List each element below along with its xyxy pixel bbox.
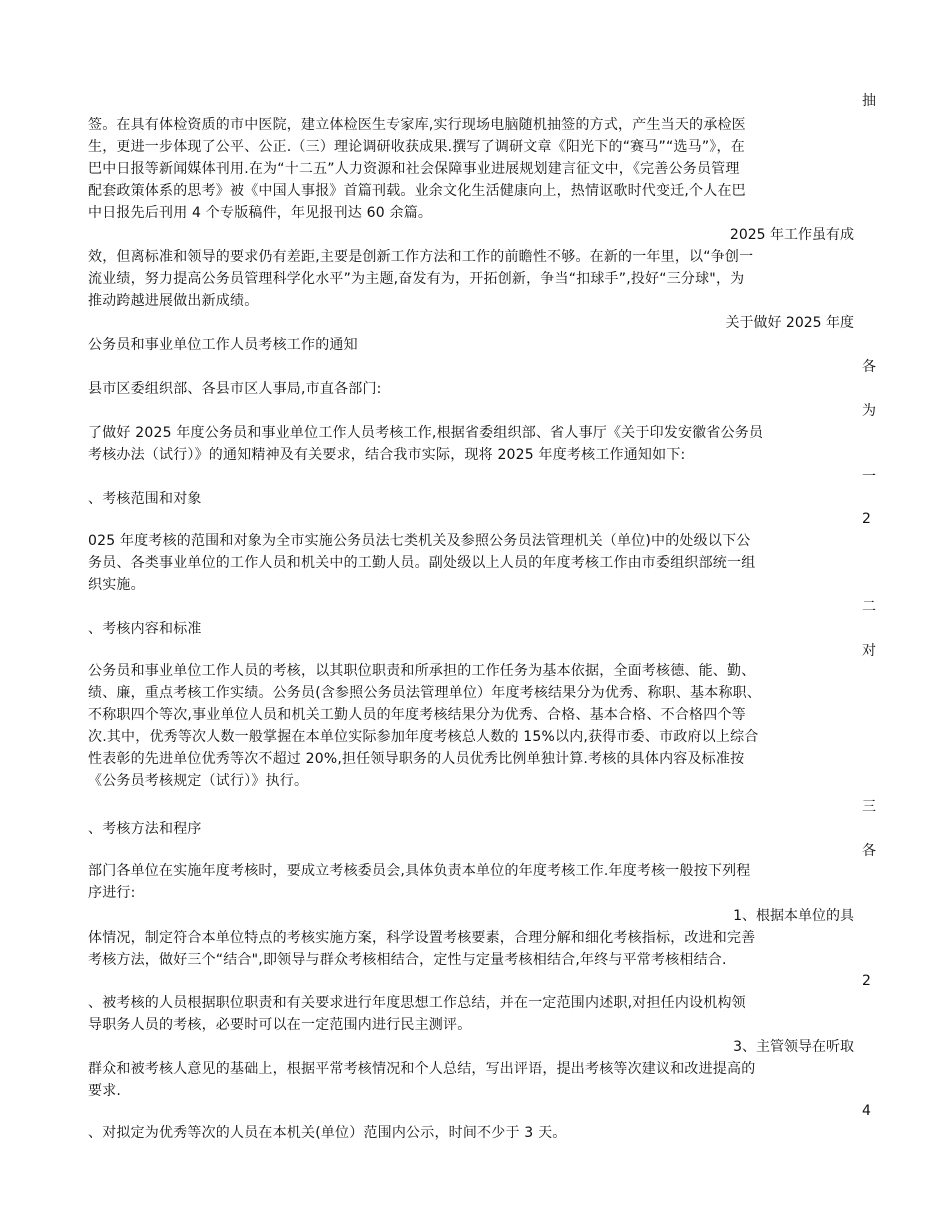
margin-char: 为 (862, 403, 876, 419)
paragraph: 体情况，制定符合本单位特点的考核实施方案，科学设置考核要素，合理分解和细化考核指标，改进和完善 考核方法，做好三个“结合",即领导与群众考核相结合，定性与定量考核相结合,年终与平常考核相结合. (88, 930, 756, 968)
margin-char: 对 (862, 643, 876, 659)
paragraph: 群众和被考核人意见的基础上，根据平常考核情况和个人总结，写出评语，提出考核等次建议和改进提高的 要求. (88, 1061, 756, 1099)
right-fragment: 关于做好 2025 年度 (725, 315, 854, 331)
section-heading: 、考核内容和标准 (88, 621, 202, 637)
paragraph: 公务员和事业单位工作人员的考核，以其职位职责和所承担的工作任务为基本依据，全面考核德、能、勤、 绩、廉，重点考核工作实绩。公务员(含参照公务员法管理单位）年度考核结果分为优秀、称职、基本称职、 不称职四个等次,事业单位人员和机关工勤人员的年度考核结果分为优秀、合格、基本合格、不合格四个等 次.其中，优秀等次人数一般掌握在本单位实际参加年度考核总人数的 15%以内,获得市委、市政府以上综合 性表彰的先进单位优秀等次不超过 20%,担任领导职务的人员优秀比例单独计算.考核的具体内容及标准按 《公务员考核规定（试行）》执行。 (88, 663, 762, 789)
margin-char: 4 (862, 1103, 871, 1119)
margin-char: 2 (862, 973, 871, 989)
paragraph: 签。在具有体检资质的市中医院，建立体检医生专家库,实行现场电脑随机抽签的方式，产生当天的承检医 生，更进一步体现了公平、公正.（三）理论调研收获成果.撰写了调研文章《阳光下的“赛马”“选马”》，在 巴中日报等新闻媒体刊用.在为“十二五”人力资源和社会保障事业进展规划建言征文中，《完善公务员管理 配套政策体系的思考》被《中国人事报》首篇刊载。业余文化生活健康向上，热情讴歌时代变迁,个人在巴 中日报先后刊用 4 个专版稿件，年见报刊达 60 余篇。 (88, 117, 746, 221)
margin-char: 抽 (862, 93, 876, 109)
margin-char: 一 (862, 469, 876, 485)
right-fragment: 2025 年工作虽有成 (729, 227, 854, 243)
margin-char: 二 (862, 599, 876, 615)
margin-char: 各 (862, 359, 876, 375)
margin-char: 三 (862, 799, 876, 815)
section-heading: 、考核方法和程序 (88, 821, 202, 837)
paragraph: 效，但离标准和领导的要求仍有差距,主要是创新工作方法和工作的前瞻性不够。在新的一年里，以“争创一 流业绩，努力提高公务员管理科学化水平”为主题,奋发有为，开拓创新，争当“扣球手”,投好“三分球"，为 推动跨越进展做出新成绩。 (88, 249, 754, 309)
section-heading: 、考核范围和对象 (88, 491, 202, 507)
margin-char: 2 (862, 511, 871, 527)
salutation: 县市区委组织部、各县市区人事局,市直各部门: (88, 381, 382, 397)
paragraph: 025 年度考核的范围和对象为全市实施公务员法七类机关及参照公务员法管理机关（单位)中的处级以下公 务员、各类事业单位的工作人员和机关中的工勤人员。副处级以上人员的年度考核工作由市委组织部统一组 织实施。 (88, 533, 756, 593)
paragraph: 、被考核的人员根据职位职责和有关要求进行年度思想工作总结，并在一定范围内述职,对担任内设机构领 导职务人员的考核，必要时可以在一定范围内进行民主测评。 (88, 995, 746, 1033)
notice-title: 公务员和事业单位工作人员考核工作的通知 (88, 337, 358, 353)
paragraph: 、对拟定为优秀等次的人员在本机关(单位）范围内公示，时间不少于 3 天。 (88, 1125, 567, 1141)
paragraph: 了做好 2025 年度公务员和事业单位工作人员考核工作,根据省委组织部、省人事厅《关于印发安徽省公务员 考核办法（试行）》的通知精神及有关要求，结合我市实际，现将 2025 年度考核工作通知如下: (88, 425, 764, 463)
right-fragment: 3、主管领导在听取 (733, 1039, 854, 1055)
paragraph: 部门各单位在实施年度考核时，要成立考核委员会,具体负责本单位的年度考核工作.年度考核一般按下列程 序进行: (88, 863, 751, 901)
right-fragment: 1、根据本单位的具 (733, 908, 854, 924)
margin-char: 各 (862, 843, 876, 859)
